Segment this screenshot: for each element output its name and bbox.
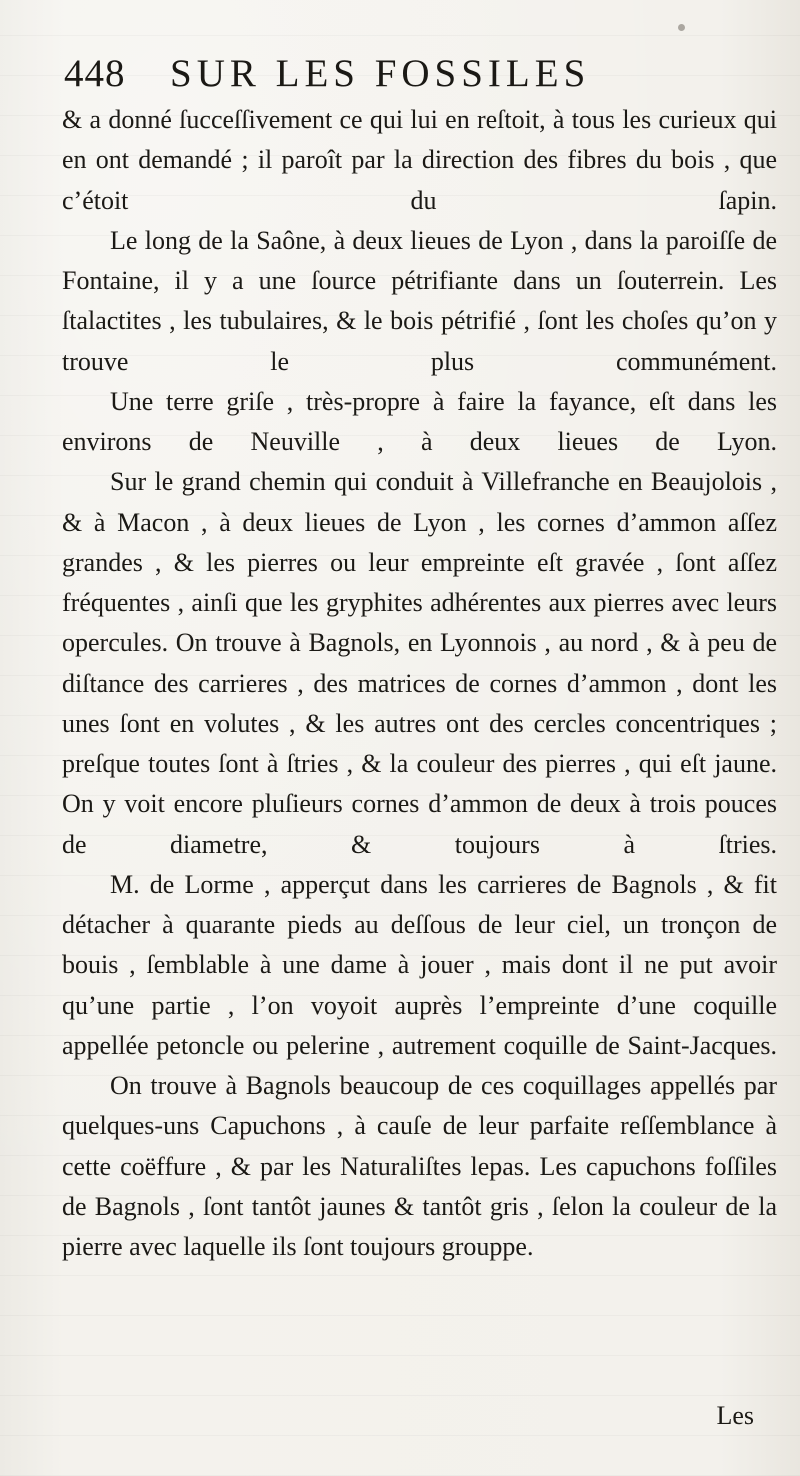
paragraph-villefranche: Sur le grand chemin qui conduit à Villefranche en Beaujolois , & à Macon , à deux lieues de Lyon , les cornes d’ammon aſſez grandes , & les pierres ou leur empreinte eſt gravée , ſont aſſez fréquentes , ainſi que les gryphites adhérentes aux pierres avec leurs opercules. On trouve à Bagnols, en Lyonnois , au nord , & à peu de diſtance des carrieres , des matrices de cornes d’ammon , dont les unes ſont en volutes , & les autres ont des cercles concentriques ; preſque toutes ſont à ſtries , & la couleur des pierres , qui eſt jaune. On y voit encore pluſieurs cornes d’ammon de deux à trois pouces de diametre, & toujours à ſtries. xyxy=(62,467,777,859)
ink-spot xyxy=(678,24,685,31)
running-title: SUR LES FOSSILES xyxy=(170,52,591,95)
paragraph-continued: & a donné ſucceſſivement ce qui lui en reſtoit, à tous les curieux qui en ont demandé ; il paroît par la direction des fibres du bois , que c’étoit du ſapin. xyxy=(62,105,777,215)
catchword: Les xyxy=(716,1401,754,1430)
paragraph-fontaine: Le long de la Saône, à deux lieues de Lyon , dans la paroiſſe de Fontaine, il y a une ſource pétrifiante dans un ſouterrein. Les ſtalactites , les tubulaires, & le bois pétrifié , ſont les choſes qu’on y trouve le plus communément. xyxy=(62,225,777,376)
page-number: 448 xyxy=(64,52,126,95)
paragraph-capuchons: On trouve à Bagnols beaucoup de ces coquillages appellés par quelques-uns Capuchons , à cauſe de leur parfaite reſſemblance à cette coëffure , & par les Naturaliſtes lepas. Les capuchons foſſiles de Bagnols , ſont tantôt jaunes & tantôt gris , ſelon la couleur de la pierre avec laquelle ils ſont toujours grouppe. xyxy=(62,1071,777,1261)
paragraph-neuville: Une terre griſe , très-propre à faire la fayance, eſt dans les environs de Neuville , à deux lieues de Lyon. xyxy=(62,386,777,456)
paragraph-de-lorme: M. de Lorme , apperçut dans les carrieres de Bagnols , & fit détacher à quarante pieds au deſſous de leur ciel, un tronçon de bouis , ſemblable à une dame à jouer , mais dont il ne put avoir qu’une partie , l’on voyoit auprès l’empreinte d’une coquille appellée petoncle ou pelerine , autrement coquille de Saint-Jacques. xyxy=(62,869,777,1060)
body-text xyxy=(62,100,777,1440)
running-head xyxy=(64,50,724,98)
